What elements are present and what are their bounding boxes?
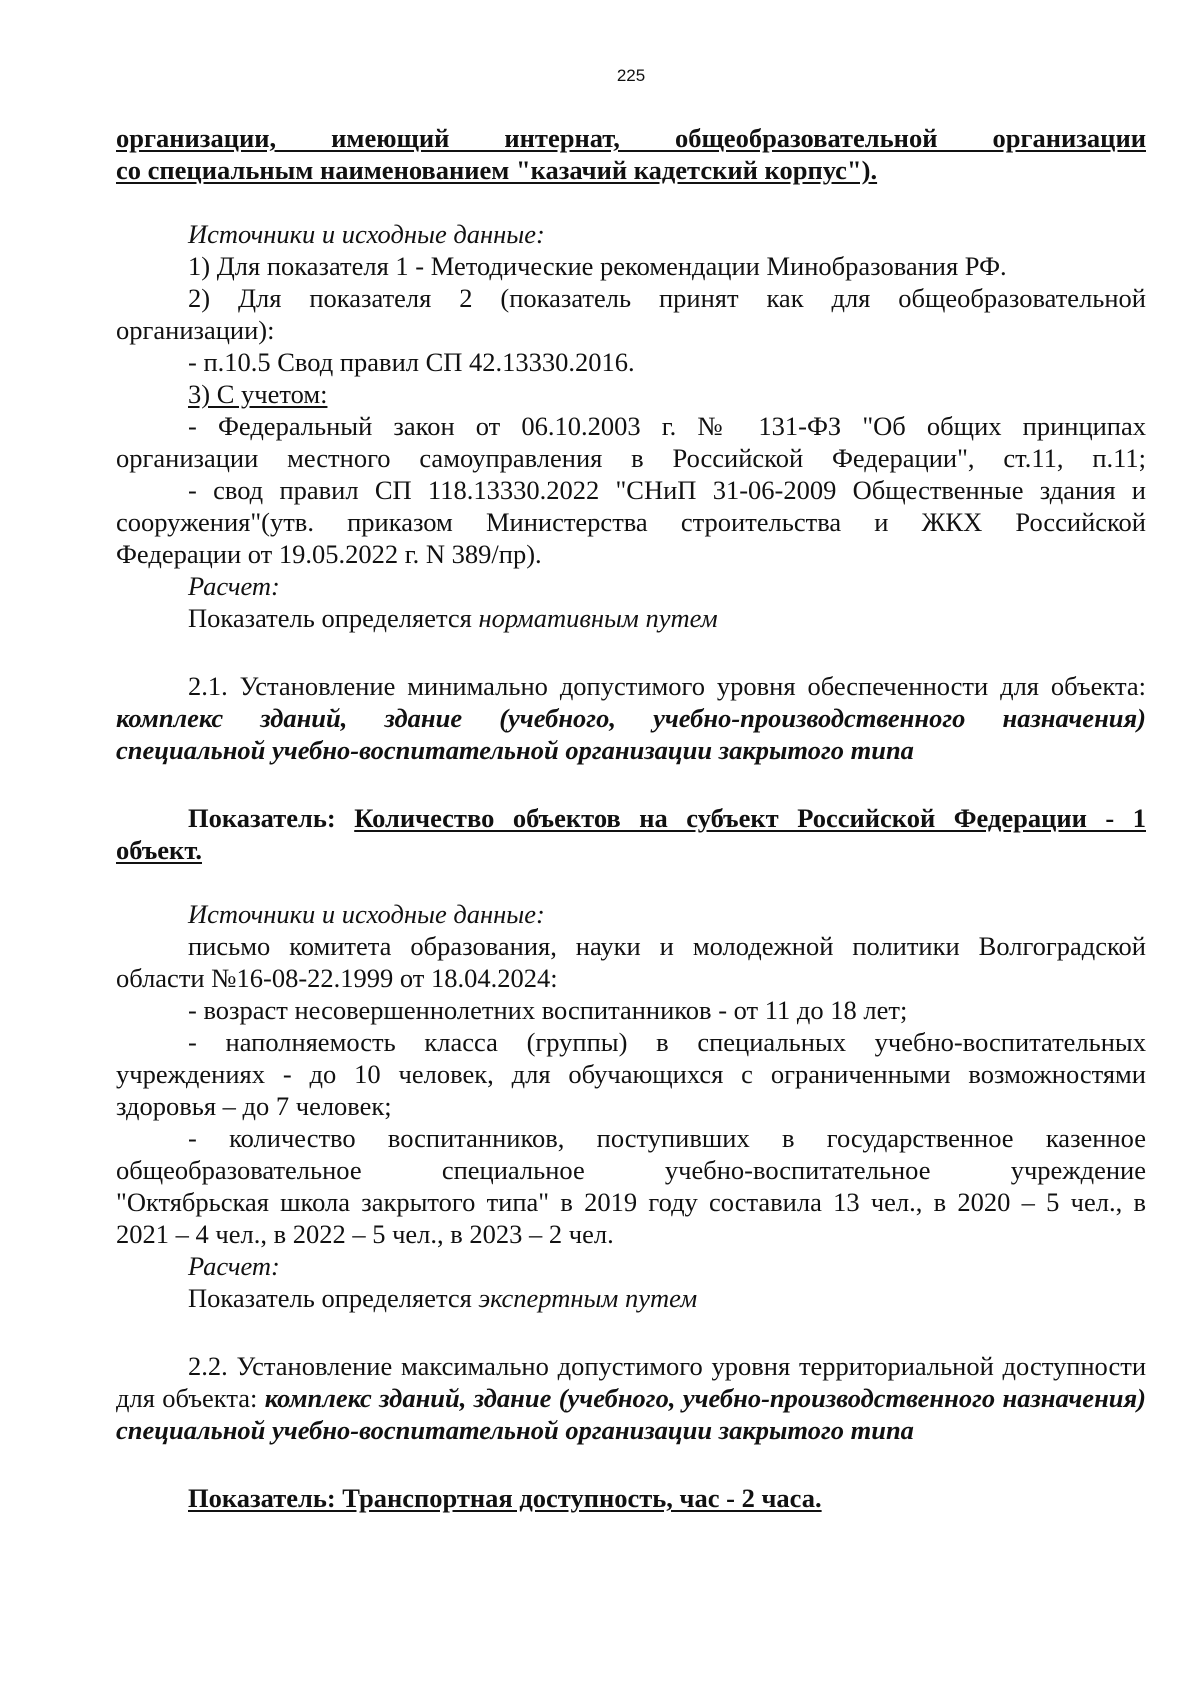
- sources-label-1: Источники и исходные данные:: [188, 219, 545, 249]
- sp-line-1: - свод правил СП 118.13330.2022 "СНиП 31-06-2009 Общественные здания и: [188, 475, 1146, 505]
- indicator-2-1-line-1: [116, 802, 1146, 834]
- section-2-2-object: комплекс зданий, здание (учебного, учебно-производственного назначения) специальной учебно-воспитательной организации закрытого типа: [116, 1383, 1146, 1445]
- indicator-2-1-line-2: [116, 834, 1146, 866]
- heading-line-2-text: со специальным наименованием "казачий кадетский корпус").: [116, 155, 878, 185]
- document-page: [116, 66, 1146, 1514]
- sp-line-3: Федерации от 19.05.2022 г. N 389/пр).: [116, 539, 542, 569]
- heading-line-2: [116, 154, 1146, 186]
- section-2-2-paragraph: [116, 1350, 1146, 1446]
- count-line-2: общеобразовательное специальное учебно-воспитательное учреждение: [116, 1155, 1146, 1185]
- source-item-3-text: 3) С учетом:: [188, 379, 328, 409]
- letter-line-1: письмо комитета образования, науки и молодежной политики Волгоградской: [188, 931, 1146, 961]
- sources-label-2: Источники и исходные данные:: [188, 899, 545, 929]
- calc-label-1: Расчет:: [188, 571, 280, 601]
- section-2-1-paragraph: [116, 670, 1146, 766]
- source-item-1: 1) Для показателя 1 - Методические рекомендации Минобразования РФ.: [188, 251, 1007, 281]
- page-number: 225: [616, 66, 646, 85]
- fill-line-2: учреждениях - до 10 человек, для обучающихся с ограниченными возможностями: [116, 1059, 1146, 1089]
- calc-method-2: экспертным путем: [478, 1283, 698, 1313]
- heading-line-1: организации, имеющий интернат, общеобразовательной организации: [116, 123, 1146, 153]
- indicator-2-1-text-2: объект.: [116, 835, 202, 865]
- fill-line-3: здоровья – до 7 человек;: [116, 1091, 392, 1121]
- indicator-2-2: [116, 1482, 1146, 1514]
- law-line-2: организации местного самоуправления в Российской Федерации", ст.11, п.11;: [116, 443, 1146, 473]
- section-2-1-object: комплекс зданий, здание (учебного, учебно-производственного назначения) специальной учебно-воспитательной организации закрытого типа: [116, 703, 1146, 765]
- count-line-4: 2021 – 4 чел., в 2022 – 5 чел., в 2023 – 2 чел.: [116, 1219, 614, 1249]
- calc-text-2: [116, 1282, 1146, 1314]
- count-line-1: - количество воспитанников, поступивших в государственное казенное: [188, 1123, 1146, 1153]
- source-item-3: [116, 378, 1146, 410]
- indicator-2-2-text: Показатель: Транспортная доступность, час - 2 часа.: [188, 1483, 822, 1513]
- sp-line-2: сооружения"(утв. приказом Министерства строительства и ЖКХ Российской: [116, 507, 1146, 537]
- count-line-3: "Октябрьская школа закрытого типа" в 2019 году составила 13 чел., в 2020 – 5 чел., в: [116, 1187, 1146, 1217]
- law-line-1: - Федеральный закон от 06.10.2003 г. № 131-ФЗ "Об общих принципах: [188, 411, 1146, 441]
- source-item-2-line-1: 2) Для показателя 2 (показатель принят как для общеобразовательной: [188, 283, 1146, 313]
- source-item-2-sub: - п.10.5 Свод правил СП 42.13330.2016.: [188, 347, 635, 377]
- calc-text-1: [116, 602, 1146, 634]
- section-2-1-intro: 2.1. Установление минимально допустимого уровня обеспеченности для объекта:: [188, 671, 1146, 701]
- age-line: - возраст несовершеннолетних воспитанников - от 11 до 18 лет;: [188, 995, 908, 1025]
- indicator-2-1-text: Количество объектов на субъект Российской Федерации - 1: [354, 803, 1146, 833]
- fill-line-1: - наполняемость класса (группы) в специальных учебно-воспитательных: [188, 1027, 1146, 1057]
- indicator-2-1-label: Показатель:: [188, 803, 336, 833]
- calc-text-2-prefix: Показатель определяется: [188, 1283, 479, 1313]
- calc-label-2: Расчет:: [188, 1251, 280, 1281]
- calc-text-1-prefix: Показатель определяется: [188, 603, 479, 633]
- calc-method-1: нормативным путем: [478, 603, 718, 633]
- section-2-2-intro: 2.2. Установление максимально допустимого уровня территориальной доступности для объекта:: [116, 1351, 1146, 1413]
- letter-line-2: области №16-08-22.1999 от 18.04.2024:: [116, 963, 558, 993]
- source-item-2-line-2: организации):: [116, 315, 275, 345]
